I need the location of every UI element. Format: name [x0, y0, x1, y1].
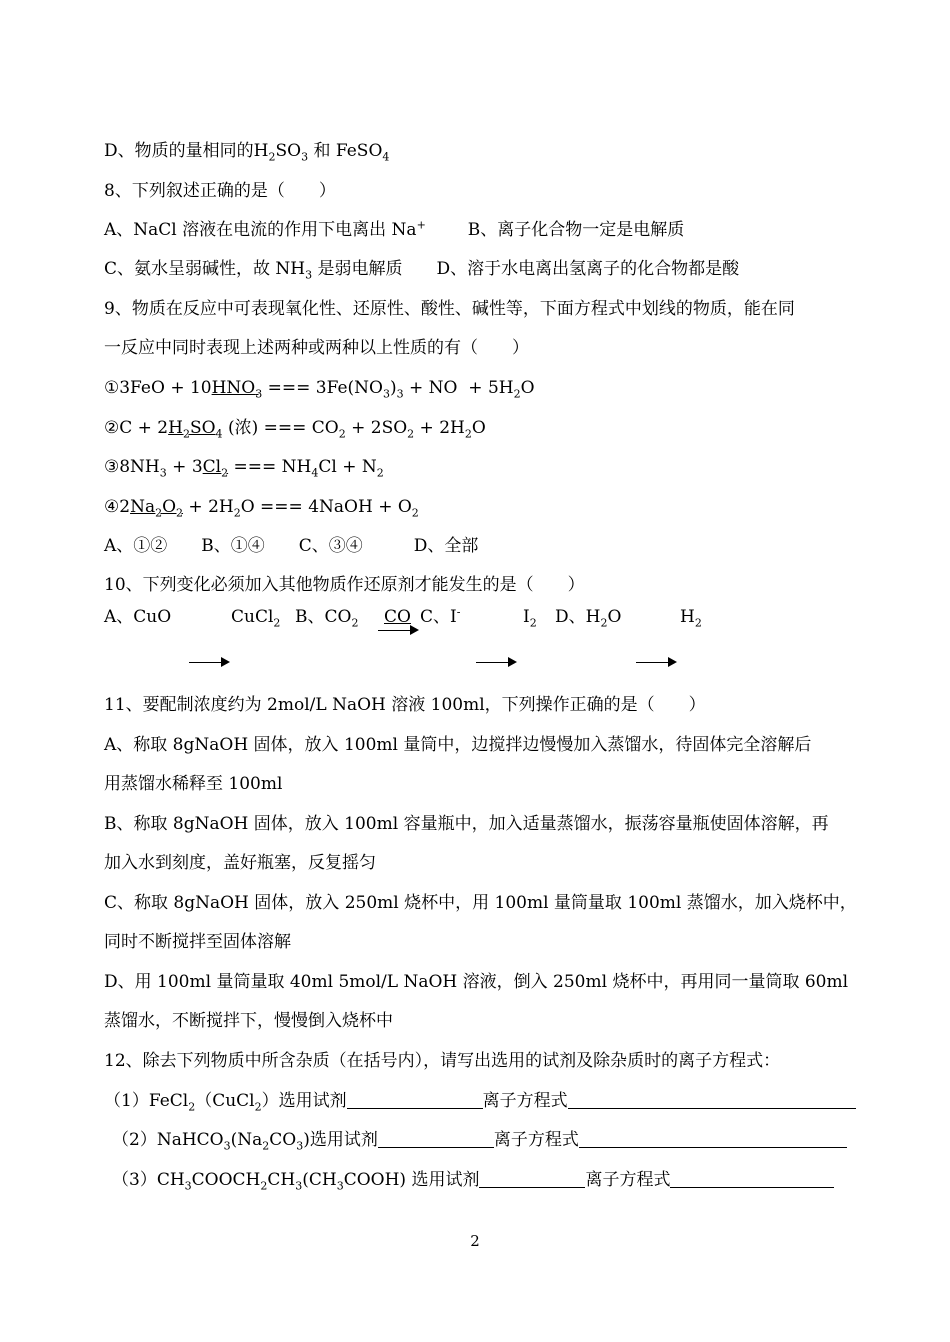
q10-option-c: C、I-	[420, 605, 461, 627]
q8-option-d: D、溶于水电离出氢离子的化合物都是酸	[436, 259, 740, 279]
q8-stem: 8、下列叙述正确的是（ ）	[104, 181, 336, 201]
q12-reagent-blank-1[interactable]	[347, 1091, 483, 1109]
q9-equation-4: $④2Na_2O_2 + 2H_2O$ === 4NaOH + $O_2$	[104, 497, 419, 520]
q11-option-b-line1: B、称取 8gNaOH 固体，放入 100ml 容量瓶中，加入适量蒸馏水，振荡容量瓶使固体溶解，再	[104, 814, 829, 834]
q10-arrow-b	[378, 630, 416, 631]
q10-option-c-product: $I_2$	[523, 607, 537, 630]
q8-option-c: C、氨水呈弱碱性，故 $NH_3$ 是弱电解质	[104, 259, 403, 282]
q10-option-a-product: CuCl$_2$	[231, 607, 281, 630]
q12-part-3: $(3)CH_3COOCH_2CH_3(CH_3COOH)$ 选用试剂 离子方程式	[112, 1169, 834, 1191]
q11-option-a-line2: 用蒸馏水稀释至 100ml	[104, 774, 283, 794]
q12-equation-blank-1[interactable]	[568, 1091, 856, 1109]
q10-stem: 10、下列变化必须加入其他物质作还原剂才能发生的是（ ）	[104, 575, 585, 595]
q9-options: A、①② B、①④ C、③④ D、全部	[104, 536, 479, 556]
q11-option-d-line1: D、用 100ml 量筒量取 40ml 5mol/L NaOH 溶液，倒入 250ml 烧杯中，再用同一量筒取 60ml	[104, 972, 849, 992]
page-number: 2	[470, 1232, 480, 1250]
q10-option-b: B、$CO_2$	[295, 607, 359, 630]
q9-equation-1: ①3FeO + $10HNO_3$ === $3Fe(NO_3)_3$ + NO + $5H_2O$	[104, 378, 535, 401]
q12-reagent-blank-3[interactable]	[479, 1170, 585, 1188]
q10-arrow-a	[189, 662, 227, 663]
q10-option-b-product: CO	[384, 607, 411, 627]
q12-part-1: （1）FeCl$_2$（CuCl$_2$）选用试剂 离子方程式	[104, 1090, 856, 1112]
q8-option-b: B、离子化合物一定是电解质	[467, 220, 685, 240]
q7-option-d: D、物质的量相同的$H_2SO_3$ 和 FeSO$_4$	[104, 141, 390, 164]
q10-arrow-c	[476, 662, 514, 663]
q11-option-a-line1: A、称取 8gNaOH 固体，放入 100ml 量筒中，边搅拌边慢慢加入蒸馏水，待固体完全溶解后	[104, 735, 812, 755]
q11-option-c-line1: C、称取 8gNaOH 固体，放入 250ml 烧杯中，用 100ml 量筒量取 100ml 蒸馏水，加入烧杯中，	[104, 893, 857, 913]
q11-stem: 11、要配制浓度约为 2mol/L NaOH 溶液 100ml，下列操作正确的是（ ）	[104, 695, 706, 715]
q12-reagent-blank-2[interactable]	[378, 1130, 494, 1148]
q12-equation-blank-3[interactable]	[670, 1170, 834, 1188]
q10-option-d-product: $H_2$	[680, 607, 702, 630]
q9-stem-line1: 9、物质在反应中可表现氧化性、还原性、酸性、碱性等，下面方程式中划线的物质，能在同	[104, 299, 795, 319]
q9-stem-line2: 一反应中同时表现上述两种或两种以上性质的有（ ）	[104, 338, 529, 358]
q12-equation-blank-2[interactable]	[579, 1130, 847, 1148]
q11-option-d-line2: 蒸馏水，不断搅拌下，慢慢倒入烧杯中	[104, 1011, 393, 1031]
q8-options-ab	[104, 219, 684, 241]
q10-option-d: D、$H_2O$	[555, 607, 622, 630]
q10-arrow-d	[636, 662, 674, 663]
q12-stem: 12、除去下列物质中所含杂质（在括号内），请写出选用的试剂及除杂质时的离子方程式：	[104, 1051, 781, 1071]
q9-equation-2: ②C + $2H_2SO_4$ (浓) === $CO_2 + 2SO_2 + 2H_2O$	[104, 418, 486, 441]
q9-equation-3: $③8NH_3 + 3Cl_2$ === $NH_4Cl + N_2$	[104, 457, 384, 480]
q11-option-c-line2: 同时不断搅拌至固体溶解	[104, 932, 291, 952]
q10-option-a: A、CuO	[104, 607, 172, 627]
q11-option-b-line2: 加入水到刻度，盖好瓶塞，反复摇匀	[104, 853, 376, 873]
q12-part-2: $(2)NaHCO_3(Na_2CO_3)$选用试剂 离子方程式	[112, 1129, 847, 1151]
q8-options-cd	[104, 258, 739, 280]
q8-option-a: A、NaCl 溶液在电流的作用下电离出 Na+	[104, 218, 426, 240]
